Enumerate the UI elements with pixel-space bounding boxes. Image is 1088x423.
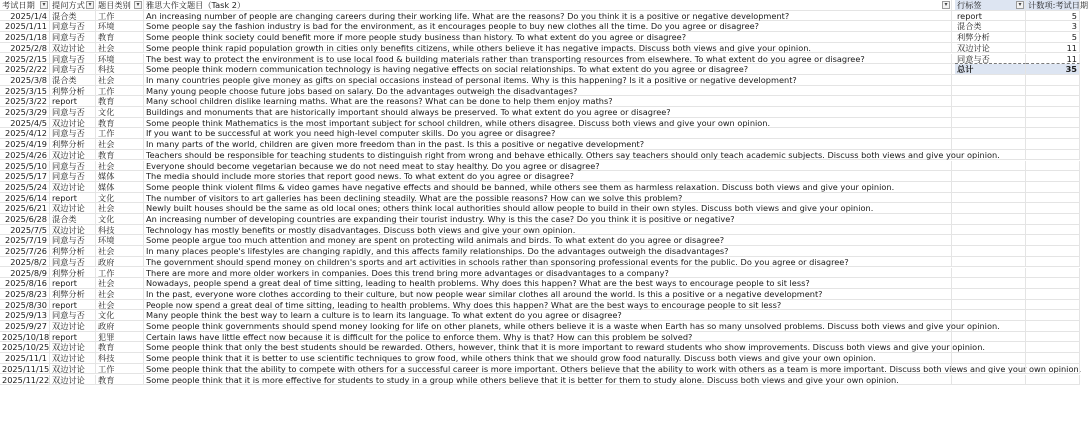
table-row <box>0 235 1080 246</box>
cell-category[interactable]: 教育 <box>96 32 144 43</box>
cell-question[interactable]: In the past, everyone wore clothes according to their culture, but now people wear similar clothes all around the world. Is this a positive or a negative development? <box>144 289 952 300</box>
cell-question[interactable]: Some people think rapid population growth in cities only benefits citizens, while others believe it has negative impacts. Discuss both views and give your opinion. <box>144 43 952 54</box>
cell-question[interactable]: Some people think violent films & video games have negative effects and should be banned, while others see them as harmless relaxation. Discuss both views and give your opinion. <box>144 182 952 193</box>
cell-date[interactable]: 2025/7/26 <box>0 246 50 257</box>
table-row <box>0 300 1080 311</box>
filter-dropdown-icon[interactable]: ▾ <box>942 1 950 9</box>
cell-type[interactable]: 双边讨论 <box>50 182 96 193</box>
table-row <box>0 171 1080 182</box>
cell-type[interactable]: 同意与否 <box>50 32 96 43</box>
cell-question[interactable]: Nowadays, people spend a great deal of time sitting, leading to health problems. Why does this happen? What are the best ways to encourage people to sit less? <box>144 278 952 289</box>
header-type[interactable] <box>50 0 96 11</box>
cell-type[interactable]: 双边讨论 <box>50 43 96 54</box>
empty-cell[interactable] <box>1026 268 1080 279</box>
cell-date[interactable]: 2025/5/24 <box>0 182 50 193</box>
cell-category[interactable]: 社会 <box>96 139 144 150</box>
cell-type[interactable]: 同意与否 <box>50 171 96 182</box>
cell-date[interactable]: 2025/2/22 <box>0 64 50 75</box>
cell-type[interactable]: report <box>50 193 96 204</box>
cell-question[interactable]: An increasing number of developing countries are expanding their tourist industry. Why is this the case? Do you think it is positive or negative? <box>144 214 952 225</box>
cell-date[interactable]: 2025/11/1 <box>0 353 50 364</box>
empty-cell[interactable] <box>955 310 1026 321</box>
table-row <box>0 43 1080 54</box>
cell-date[interactable]: 2025/9/13 <box>0 310 50 321</box>
empty-cell[interactable] <box>1026 203 1080 214</box>
cell-date[interactable]: 2025/8/9 <box>0 268 50 279</box>
cell-date[interactable]: 2025/1/11 <box>0 21 50 32</box>
cell-category[interactable]: 文化 <box>96 214 144 225</box>
table-row <box>0 32 1080 43</box>
cell-date[interactable]: 2025/10/25 <box>2 342 50 353</box>
cell-category[interactable]: 教育 <box>96 375 144 386</box>
cell-category[interactable]: 科技 <box>96 64 144 75</box>
empty-cell[interactable] <box>955 203 1026 214</box>
empty-cell[interactable] <box>955 364 1026 375</box>
cell-type[interactable]: 利弊分析 <box>50 86 96 97</box>
empty-cell[interactable] <box>1026 193 1080 204</box>
header-row <box>0 0 1088 11</box>
cell-date[interactable]: 2025/6/21 <box>0 203 50 214</box>
empty-cell[interactable] <box>955 75 1026 86</box>
cell-question[interactable]: Certain laws have little effect now because it is difficult for the police to enforce them. Why is that? How can this problem be solved? <box>144 332 952 343</box>
table-row <box>0 86 1080 97</box>
cell-type[interactable]: 利弊分析 <box>50 268 96 279</box>
cell-date[interactable]: 2025/11/15 <box>2 363 50 374</box>
cell-category[interactable]: 社会 <box>96 43 144 54</box>
filter-dropdown-icon[interactable]: ▾ <box>134 1 142 9</box>
cell-date[interactable]: 2025/3/8 <box>0 75 50 86</box>
cell-type[interactable]: 同意与否 <box>50 54 96 65</box>
cell-type[interactable]: 双边讨论 <box>50 342 96 353</box>
pivot-row-count[interactable]: 5 <box>1026 32 1080 43</box>
filter-dropdown-icon[interactable]: ▾ <box>86 1 94 9</box>
filter-dropdown-icon[interactable]: ▾ <box>40 1 48 9</box>
cell-question[interactable]: Buildings and monuments that are historically important should always be preserved. To what extent do you agree or disagree? <box>144 107 952 118</box>
cell-type[interactable]: report <box>50 96 96 107</box>
empty-cell[interactable] <box>955 171 1026 182</box>
table-row <box>0 193 1080 204</box>
empty-cell[interactable] <box>955 214 1026 225</box>
cell-question[interactable]: Teachers should be responsible for teaching students to distinguish right from wrong and behave ethically. Others say teachers should only teach academic subjects. Discuss both views and give your opinion. <box>146 149 1000 160</box>
cell-date[interactable]: 2025/3/22 <box>0 96 50 107</box>
table-row <box>0 11 1080 22</box>
empty-cell[interactable] <box>1026 107 1080 118</box>
empty-cell[interactable] <box>955 96 1026 107</box>
table-row <box>0 278 1080 289</box>
pivot-row-count[interactable]: 3 <box>1026 21 1080 32</box>
empty-cell[interactable] <box>1026 278 1080 289</box>
empty-cell[interactable] <box>1026 375 1080 386</box>
cell-question[interactable]: Technology has mostly benefits or mostly disadvantages. Discuss both views and give your own opinion. <box>144 225 952 236</box>
cell-date[interactable]: 2025/4/19 <box>0 139 50 150</box>
table-row <box>0 128 1080 139</box>
table-row <box>0 214 1080 225</box>
cell-category[interactable]: 教育 <box>96 342 144 353</box>
cell-category[interactable]: 文化 <box>96 107 144 118</box>
pivot-header-value-text: 计数项:考试日期 <box>1028 0 1088 10</box>
cell-type[interactable]: 双边讨论 <box>50 203 96 214</box>
cell-category[interactable]: 工作 <box>96 268 144 279</box>
table-row <box>0 310 1080 321</box>
cell-date[interactable]: 2025/7/19 <box>0 235 50 246</box>
empty-cell[interactable] <box>955 353 1026 364</box>
header-category-label: 题目类别 <box>98 0 131 10</box>
cell-type[interactable]: 同意与否 <box>50 257 96 268</box>
empty-cell[interactable] <box>955 332 1026 343</box>
cell-type[interactable]: 混合类 <box>50 214 96 225</box>
empty-cell[interactable] <box>1026 235 1080 246</box>
cell-type[interactable]: report <box>50 332 96 343</box>
cell-date[interactable]: 2025/5/17 <box>0 171 50 182</box>
empty-cell[interactable] <box>955 107 1026 118</box>
empty-cell[interactable] <box>1026 150 1080 161</box>
cell-category[interactable]: 社会 <box>96 203 144 214</box>
empty-cell[interactable] <box>955 86 1026 97</box>
header-date[interactable] <box>0 0 50 11</box>
cell-date[interactable]: 2025/8/30 <box>0 300 50 311</box>
empty-cell[interactable] <box>1026 289 1080 300</box>
empty-cell[interactable] <box>1026 246 1080 257</box>
cell-question[interactable]: Some people think Mathematics is the most important subject for school children, while others disagree. Discuss both views and give your own opinion. <box>144 118 952 129</box>
empty-cell[interactable] <box>1026 75 1080 86</box>
cell-question[interactable]: There are more and more older workers in companies. Does this trend bring more advantages or disadvantages to a company? <box>144 268 952 279</box>
pivot-row-label[interactable]: 双边讨论 <box>955 43 1026 54</box>
cell-type[interactable]: 混合类 <box>50 75 96 86</box>
cell-category[interactable]: 科技 <box>96 225 144 236</box>
empty-cell[interactable] <box>1026 214 1080 225</box>
cell-question[interactable]: An increasing number of people are changing careers during their working life. What are the reasons? Do you think it is a positive or negative development? <box>144 11 952 22</box>
empty-cell[interactable] <box>955 278 1026 289</box>
table-row <box>0 257 1080 268</box>
cell-question[interactable]: In many places people's lifestyles are changing rapidly, and this affects family relationships. Do the advantages outweigh the disadvantages? <box>144 246 952 257</box>
table-row <box>0 225 1080 236</box>
cell-type[interactable]: 同意与否 <box>50 128 96 139</box>
cell-date[interactable]: 2025/8/23 <box>0 289 50 300</box>
table-row <box>0 182 1080 193</box>
empty-cell[interactable] <box>955 193 1026 204</box>
table-row <box>0 118 1080 129</box>
cell-type[interactable]: 利弊分析 <box>50 139 96 150</box>
cell-type[interactable]: 双边讨论 <box>50 225 96 236</box>
empty-cell[interactable] <box>955 342 1026 353</box>
cell-category[interactable]: 工作 <box>96 364 144 375</box>
header-type-label: 提问方式 <box>52 0 85 10</box>
cell-type[interactable]: 同意与否 <box>50 310 96 321</box>
cell-question[interactable]: In many countries people give money as gifts on special occasions instead of personal items. Why is this happening? Is it a positive or negative development? <box>144 75 952 86</box>
cell-question[interactable]: The media should include more stories that report good news. To what extent do you agree or disagree? <box>144 171 952 182</box>
cell-type[interactable]: 利弊分析 <box>50 289 96 300</box>
cell-type[interactable]: 同意与否 <box>50 107 96 118</box>
cell-type[interactable]: 同意与否 <box>50 64 96 75</box>
cell-type[interactable]: 双边讨论 <box>50 353 96 364</box>
cell-category[interactable]: 社会 <box>96 75 144 86</box>
cell-type[interactable]: 同意与否 <box>50 161 96 172</box>
cell-date[interactable]: 2025/3/29 <box>0 107 50 118</box>
table-row <box>0 21 1080 32</box>
table-row <box>0 246 1080 257</box>
cell-category[interactable]: 环境 <box>96 21 144 32</box>
empty-cell[interactable] <box>955 375 1026 386</box>
empty-cell[interactable] <box>955 246 1026 257</box>
cell-category[interactable]: 政府 <box>96 257 144 268</box>
table-row <box>0 203 1080 214</box>
cell-type[interactable]: 双边讨论 <box>50 364 96 375</box>
cell-question[interactable]: If you want to be successful at work you need high-level computer skills. Do you agree or disagree? <box>144 128 952 139</box>
cell-date[interactable]: 2025/4/12 <box>0 128 50 139</box>
table-row <box>0 332 1080 343</box>
empty-cell[interactable] <box>1026 225 1080 236</box>
cell-question[interactable]: Some people think governments should spend money looking for life on other planets, while others believe it is a waste when Earth has so many unsolved problems. Discuss both views and give your opinion. <box>146 321 1000 331</box>
table-row <box>0 139 1080 150</box>
cell-question[interactable]: People now spend a great deal of time sitting, leading to health problems. Why does this happen? What are the best ways to encourage people to sit less? <box>144 300 952 311</box>
cell-date[interactable]: 2025/8/2 <box>0 257 50 268</box>
cell-category[interactable]: 文化 <box>96 310 144 321</box>
cell-question[interactable]: Many school children dislike learning maths. What are the reasons? What can be done to help them enjoy maths? <box>144 96 952 107</box>
table-row <box>0 342 1080 353</box>
cell-question[interactable]: Some people think that the ability to compete with others for a successful career is more important. Others believe that the ability to work with others as a team is more important. Discuss both views and give your own opinion. <box>146 363 1082 374</box>
cell-category[interactable]: 环境 <box>96 235 144 246</box>
cell-category[interactable]: 社会 <box>96 278 144 289</box>
cell-date[interactable]: 2025/3/15 <box>0 86 50 97</box>
cell-date[interactable]: 2025/2/8 <box>0 43 50 54</box>
empty-cell[interactable] <box>955 150 1026 161</box>
cell-category[interactable]: 政府 <box>96 321 144 332</box>
empty-cell[interactable] <box>1026 342 1080 353</box>
table-row <box>0 150 1080 161</box>
table-row <box>0 321 1080 332</box>
cell-category[interactable]: 工作 <box>96 11 144 22</box>
cell-question[interactable]: Some people think that only the best students should be rewarded. Others, however, think that it is more important to reward students who show improvements. Discuss both views and give your opinion. <box>146 342 985 353</box>
cell-date[interactable]: 2025/4/5 <box>0 118 50 129</box>
empty-cell[interactable] <box>955 139 1026 150</box>
cell-category[interactable]: 工作 <box>96 86 144 97</box>
cell-category[interactable]: 媒体 <box>96 171 144 182</box>
cell-date[interactable]: 2025/4/26 <box>0 150 50 161</box>
pivot-row-count[interactable]: 5 <box>1026 11 1080 22</box>
pivot-row-label[interactable]: 利弊分析 <box>955 32 1026 43</box>
cell-date[interactable]: 2025/2/15 <box>0 54 50 65</box>
cell-question[interactable]: The number of visitors to art galleries has been declining steadily. What are the possible reasons? How can we solve this problem? <box>144 193 952 204</box>
empty-cell[interactable] <box>955 118 1026 129</box>
empty-cell[interactable] <box>1026 171 1080 182</box>
cell-type[interactable]: 双边讨论 <box>50 118 96 129</box>
empty-cell[interactable] <box>955 182 1026 193</box>
empty-cell[interactable] <box>1026 364 1080 375</box>
cell-question[interactable]: Many young people choose future jobs based on salary. Do the advantages outweigh the disadvantages? <box>144 86 952 97</box>
header-category[interactable] <box>96 0 144 11</box>
cell-type[interactable]: 同意与否 <box>50 21 96 32</box>
cell-question[interactable]: Some people say the fashion industry is bad for the environment, as it encourages people to buy new clothes all the time. Do you agree or disagree? <box>144 21 952 32</box>
empty-cell[interactable] <box>955 268 1026 279</box>
empty-cell[interactable] <box>1026 118 1080 129</box>
empty-cell[interactable] <box>955 128 1026 139</box>
table-row <box>0 75 1080 86</box>
empty-cell[interactable] <box>1026 128 1080 139</box>
cell-date[interactable]: 2025/7/5 <box>0 225 50 236</box>
empty-cell[interactable] <box>1026 353 1080 364</box>
empty-cell[interactable] <box>1026 321 1080 332</box>
empty-cell[interactable] <box>1026 161 1080 172</box>
pivot-row-label[interactable]: 混合类 <box>955 21 1026 32</box>
empty-cell[interactable] <box>955 257 1026 268</box>
pivot-header-label-text: 行标签 <box>957 0 982 10</box>
cell-question[interactable]: Some people think that it is better to use scientific techniques to grow food, while others think that we should grow food naturally. Discuss both views and give your own opinion. <box>144 353 952 364</box>
cell-date[interactable]: 2025/10/18 <box>2 331 50 342</box>
cell-category[interactable]: 社会 <box>96 161 144 172</box>
cell-type[interactable]: 利弊分析 <box>50 246 96 257</box>
table-row <box>0 161 1080 172</box>
cell-category[interactable]: 工作 <box>96 128 144 139</box>
cell-category[interactable]: 媒体 <box>96 182 144 193</box>
cell-category[interactable]: 教育 <box>96 150 144 161</box>
table-row <box>0 268 1080 279</box>
table-row <box>0 54 1080 65</box>
pivot-header-value[interactable] <box>1026 0 1088 11</box>
table-row <box>0 96 1080 107</box>
empty-cell[interactable] <box>1026 96 1080 107</box>
empty-cell[interactable] <box>1026 182 1080 193</box>
cell-date[interactable]: 2025/9/27 <box>0 321 50 332</box>
cell-type[interactable]: 双边讨论 <box>50 375 96 386</box>
header-date-label: 考试日期 <box>2 0 35 10</box>
pivot-row-count[interactable]: 11 <box>1026 43 1080 54</box>
cell-category[interactable]: 文化 <box>96 193 144 204</box>
empty-cell[interactable] <box>955 225 1026 236</box>
table-row <box>0 64 1080 75</box>
empty-cell[interactable] <box>1026 332 1080 343</box>
empty-cell[interactable] <box>955 321 1026 332</box>
pivot-row-count[interactable]: 11 <box>1026 54 1080 65</box>
table-row <box>0 353 1080 364</box>
empty-cell[interactable] <box>1026 86 1080 97</box>
cell-question[interactable]: Some people think that it is more effective for students to study in a group while others believe that it is better for them to study alone. Discuss both views and give your own opinion. <box>144 375 952 386</box>
empty-cell[interactable] <box>955 235 1026 246</box>
pivot-total-label[interactable]: 总计 <box>955 64 1026 75</box>
cell-date[interactable]: 2025/8/16 <box>0 278 50 289</box>
table-row <box>0 107 1080 118</box>
cell-date[interactable]: 2025/1/4 <box>0 11 50 22</box>
cell-date[interactable]: 2025/6/14 <box>0 193 50 204</box>
cell-question[interactable]: Newly built houses should be the same as old local ones; others think local authorities should allow people to build in their own styles. Discuss both views and give your opinion. <box>144 203 952 214</box>
table-row <box>0 289 1080 300</box>
cell-category[interactable]: 社会 <box>96 300 144 311</box>
cell-question[interactable]: Everyone should become vegetarian because we do not need meat to stay healthy. Do you agree or disagree? <box>144 161 952 172</box>
filter-dropdown-icon[interactable]: ▾ <box>1016 1 1024 9</box>
cell-category[interactable]: 环境 <box>96 54 144 65</box>
table-row <box>0 364 1080 375</box>
empty-cell[interactable] <box>1026 310 1080 321</box>
cell-question[interactable]: In many parts of the world, children are given more freedom than in the past. Is this a positive or negative development? <box>144 139 952 150</box>
cell-type[interactable]: 同意与否 <box>50 235 96 246</box>
cell-category[interactable]: 社会 <box>96 289 144 300</box>
empty-cell[interactable] <box>1026 300 1080 311</box>
cell-category[interactable]: 教育 <box>96 118 144 129</box>
empty-cell[interactable] <box>1026 257 1080 268</box>
pivot-row-label[interactable]: report <box>955 11 1026 22</box>
cell-category[interactable]: 教育 <box>96 96 144 107</box>
cell-type[interactable]: report <box>50 300 96 311</box>
cell-type[interactable]: 双边讨论 <box>50 150 96 161</box>
empty-cell[interactable] <box>955 300 1026 311</box>
cell-type[interactable]: 双边讨论 <box>50 321 96 332</box>
cell-question[interactable]: Many people think the best way to learn a culture is to learn its language. To what extent do you agree or disagree? <box>144 310 952 321</box>
table-row <box>0 375 1080 386</box>
header-question-label: 雅思大作文题目（Task 2） <box>146 0 246 10</box>
cell-date[interactable]: 2025/6/28 <box>0 214 50 225</box>
cell-date[interactable]: 2025/5/10 <box>0 161 50 172</box>
header-question[interactable] <box>144 0 952 11</box>
cell-category[interactable]: 犯罪 <box>96 332 144 343</box>
cell-question[interactable]: The government should spend money on children's sports and art activities in schools rather than sponsoring professional events for the public. Do you agree or disagree? <box>144 257 952 268</box>
cell-question[interactable]: The best way to protect the environment is to use local food & building materials rather than transporting resources from elsewhere. To what extent do you agree or disagree? <box>144 54 952 65</box>
cell-category[interactable]: 科技 <box>96 353 144 364</box>
cell-category[interactable]: 社会 <box>96 246 144 257</box>
pivot-row-label[interactable]: 同意与否 <box>955 54 1026 65</box>
cell-date[interactable]: 2025/1/18 <box>0 32 50 43</box>
cell-date[interactable]: 2025/11/22 <box>2 374 50 385</box>
empty-cell[interactable] <box>955 161 1026 172</box>
empty-cell[interactable] <box>1026 139 1080 150</box>
cell-question[interactable]: Some people argue too much attention and money are spent on protecting wild animals and birds. To what extent do you agree or disagree? <box>144 235 952 246</box>
cell-type[interactable]: 混合类 <box>50 11 96 22</box>
cell-question[interactable]: Some people think society could benefit more if more people study business than history. To what extent do you agree or disagree? <box>144 32 952 43</box>
pivot-total-value[interactable]: 35 <box>1026 64 1080 75</box>
empty-cell[interactable] <box>955 289 1026 300</box>
pivot-header-label[interactable] <box>955 0 1026 11</box>
cell-question[interactable]: Some people think modern communication technology is having negative effects on social relationships. To what extent do you agree or disagree? <box>144 64 952 75</box>
cell-type[interactable]: report <box>50 278 96 289</box>
